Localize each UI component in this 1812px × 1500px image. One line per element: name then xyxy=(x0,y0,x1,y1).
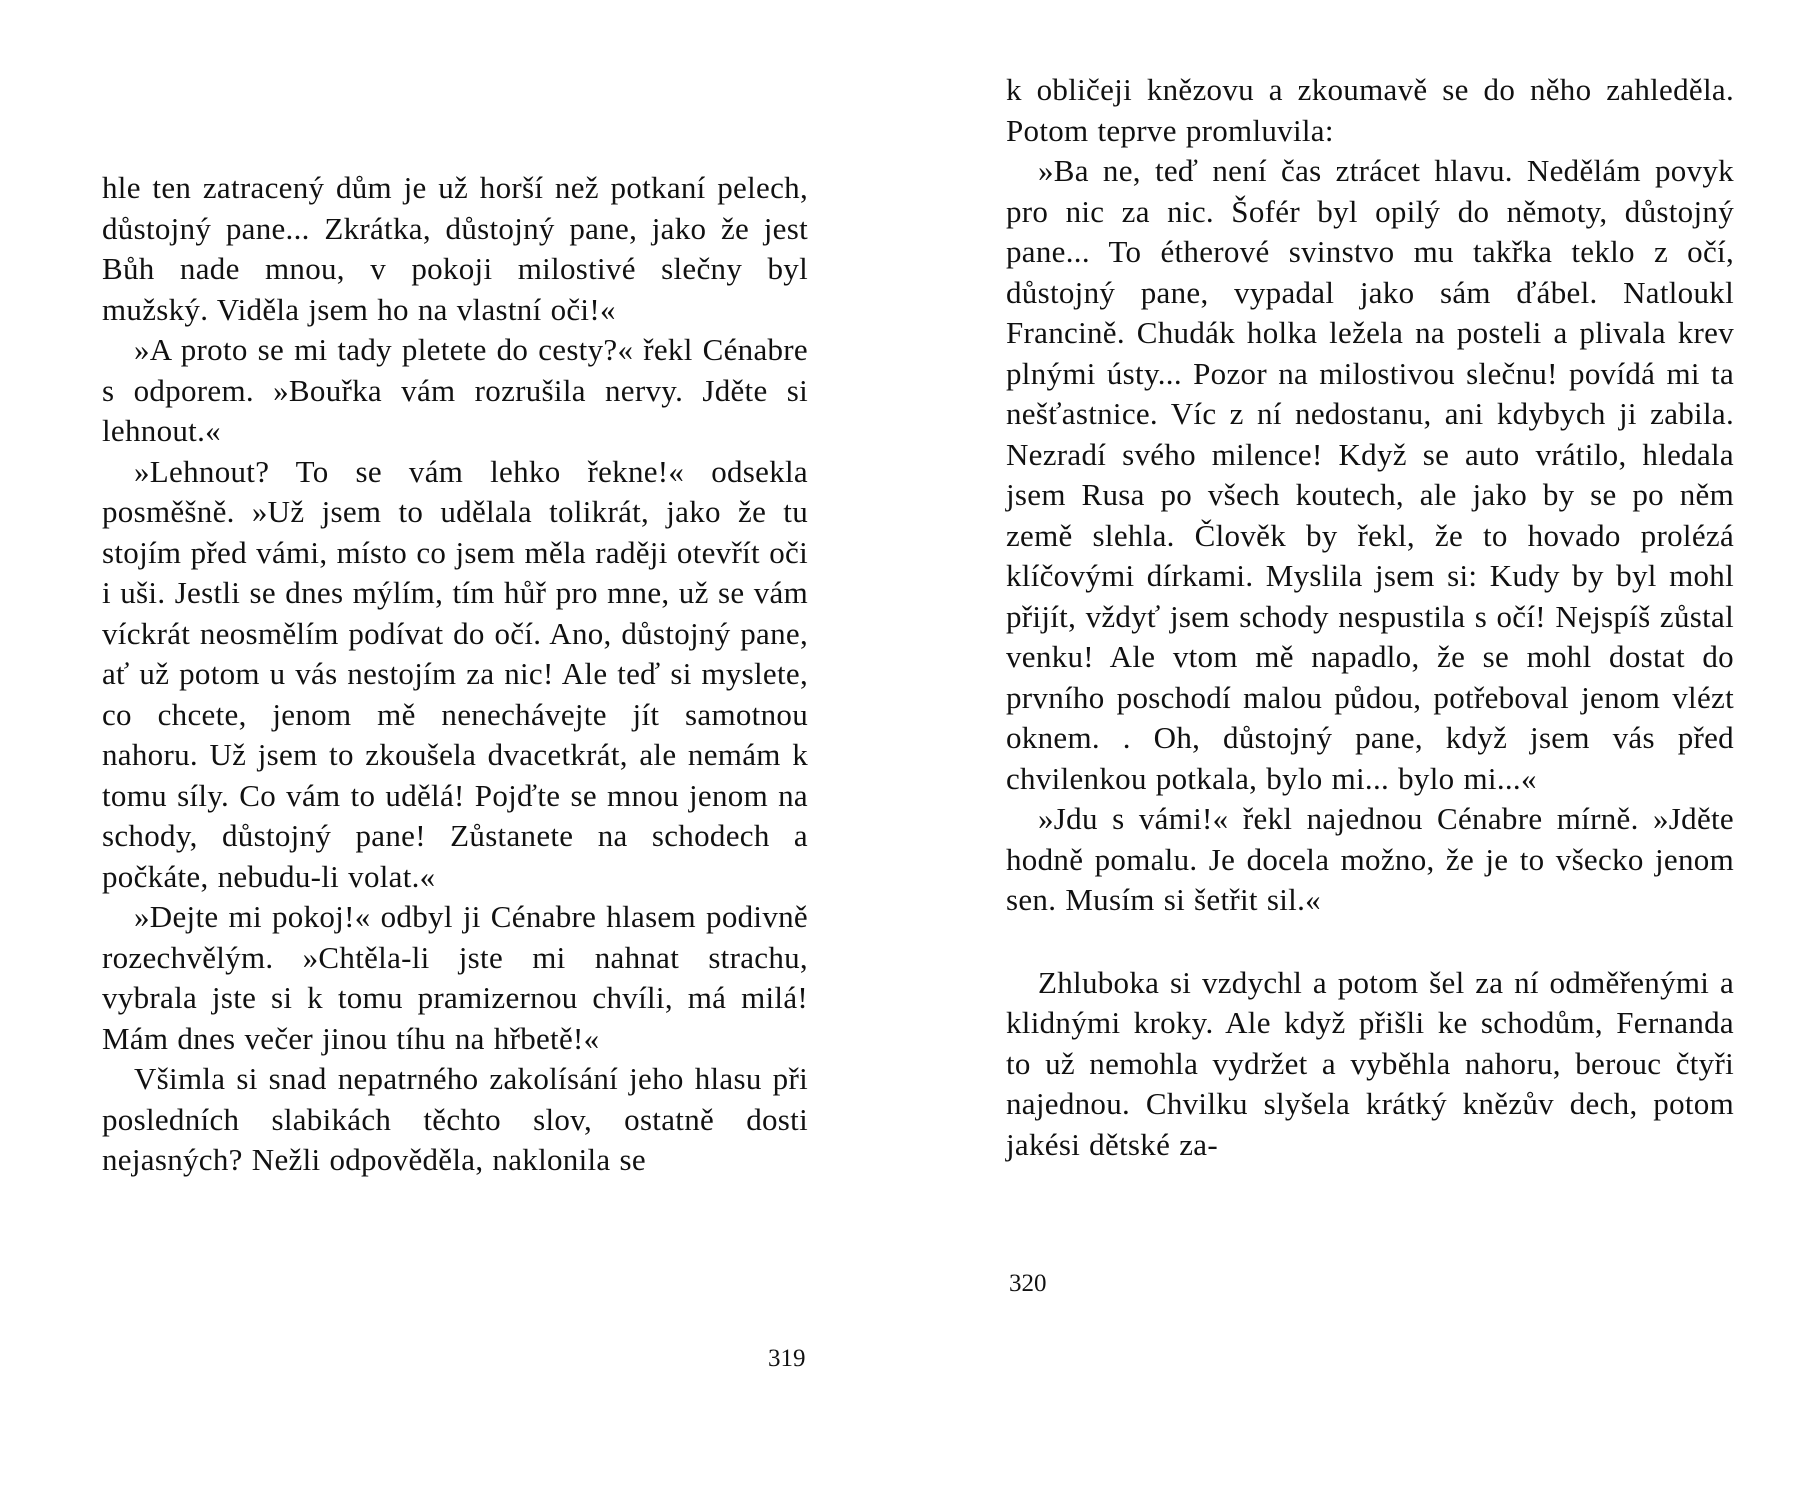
paragraph: »A proto se mi tady pletete do cesty?« řekl Cénabre s odporem. »Bouřka vám rozrušila nervy. Jděte si lehnout.« xyxy=(102,332,808,448)
page-number: 320 xyxy=(1009,1270,1047,1297)
left-page-text xyxy=(102,168,808,1181)
paragraph: »Dejte mi pokoj!« odbyl ji Cénabre hlasem podivně rozechvělým. »Chtěla-li jste mi nahnat strachu, vybrala jste si k tomu pramizernou chvíli, má milá! Mám dnes večer jinou tíhu na hřbetě!« xyxy=(102,899,808,1056)
paragraph: Zhluboka si vzdychl a potom šel za ní odměřenými a klidnými kroky. Ale když přišli ke schodům, Fernanda to už nemohla vydržet a vyběhla nahoru, berouc čtyři najednou. Chvilku slyšela krátký knězův dech, potom jakési dětské za- xyxy=(1006,964,1734,1162)
right-page xyxy=(906,0,1812,1500)
paragraph: »Ba ne, teď není čas ztrácet hlavu. Nedělám povyk pro nic za nic. Šofér byl opilý do němoty, důstojný pane... To étherové svinstvo mu takřka teklo z očí, důstojný pane, vypadal jako sám ďábel. Natloukl Francině. Chudák holka ležela na posteli a plivala krev plnými ústy... Pozor na milostivou slečnu! povídá mi ta nešťastnice. Víc z ní nedostanu, ani kdybych ji zabila. Nezradí svého milence! Když se auto vrátilo, hledala jsem Rusa po všech koutech, ale jako by se po něm země slehla. Člověk by řekl, že to hovado prolézá klíčovými dírkami. Myslila jsem si: Kudy by byl mohl přijít, vždyť jsem schody nespustila s očí! Nejspíš zůstal venku! Ale vtom mě napadlo, že se mohl dostat do prvního poschodí malou půdou, potřeboval jenom vlézt oknem. . Oh, důstojný pane, když jsem vás před chvilenkou potkala, bylo mi... bylo mi...« xyxy=(1006,153,1734,796)
paragraph: »Jdu s vámi!« řekl najednou Cénabre mírně. »Jděte hodně pomalu. Je docela možno, že je to všecko jenom sen. Musím si šetřit sil.« xyxy=(1006,801,1734,917)
right-page-text xyxy=(1006,70,1734,1165)
paragraph: Všimla si snad nepatrného zakolísání jeho hlasu při posledních slabikách těchto slov, ostatně dosti nejasných? Nežli odpověděla, naklonila se xyxy=(102,1061,808,1177)
page-number: 319 xyxy=(768,1345,806,1372)
paragraph: hle ten zatracený dům je už horší než potkaní pelech, důstojný pane... Zkrátka, důstojný pane, jako že jest Bůh nade mnou, v pokoji milostivé slečny byl mužský. Viděla jsem ho na vlastní oči!« xyxy=(102,170,808,327)
paragraph: k obličeji knězovu a zkoumavě se do něho zahleděla. Potom teprve promluvila: xyxy=(1006,72,1734,148)
paragraph: »Lehnout? To se vám lehko řekne!« odsekla posměšně. »Už jsem to udělala tolikrát, jako že tu stojím před vámi, místo co jsem měla raději otevřít oči i uši. Jestli se dnes mýlím, tím hůř pro mne, už se vám víckrát neosmělím podívat do očí. Ano, důstojný pane, ať už potom u vás nestojím za nic! Ale teď si myslete, co chcete, jenom mě nenechávejte jít samotnou nahoru. Už jsem to zkoušela dvacetkrát, ale nemám k tomu síly. Co vám to udělá! Pojďte se mnou jenom na schody, důstojný pane! Zůstanete na schodech a počkáte, nebudu-li volat.« xyxy=(102,453,808,894)
